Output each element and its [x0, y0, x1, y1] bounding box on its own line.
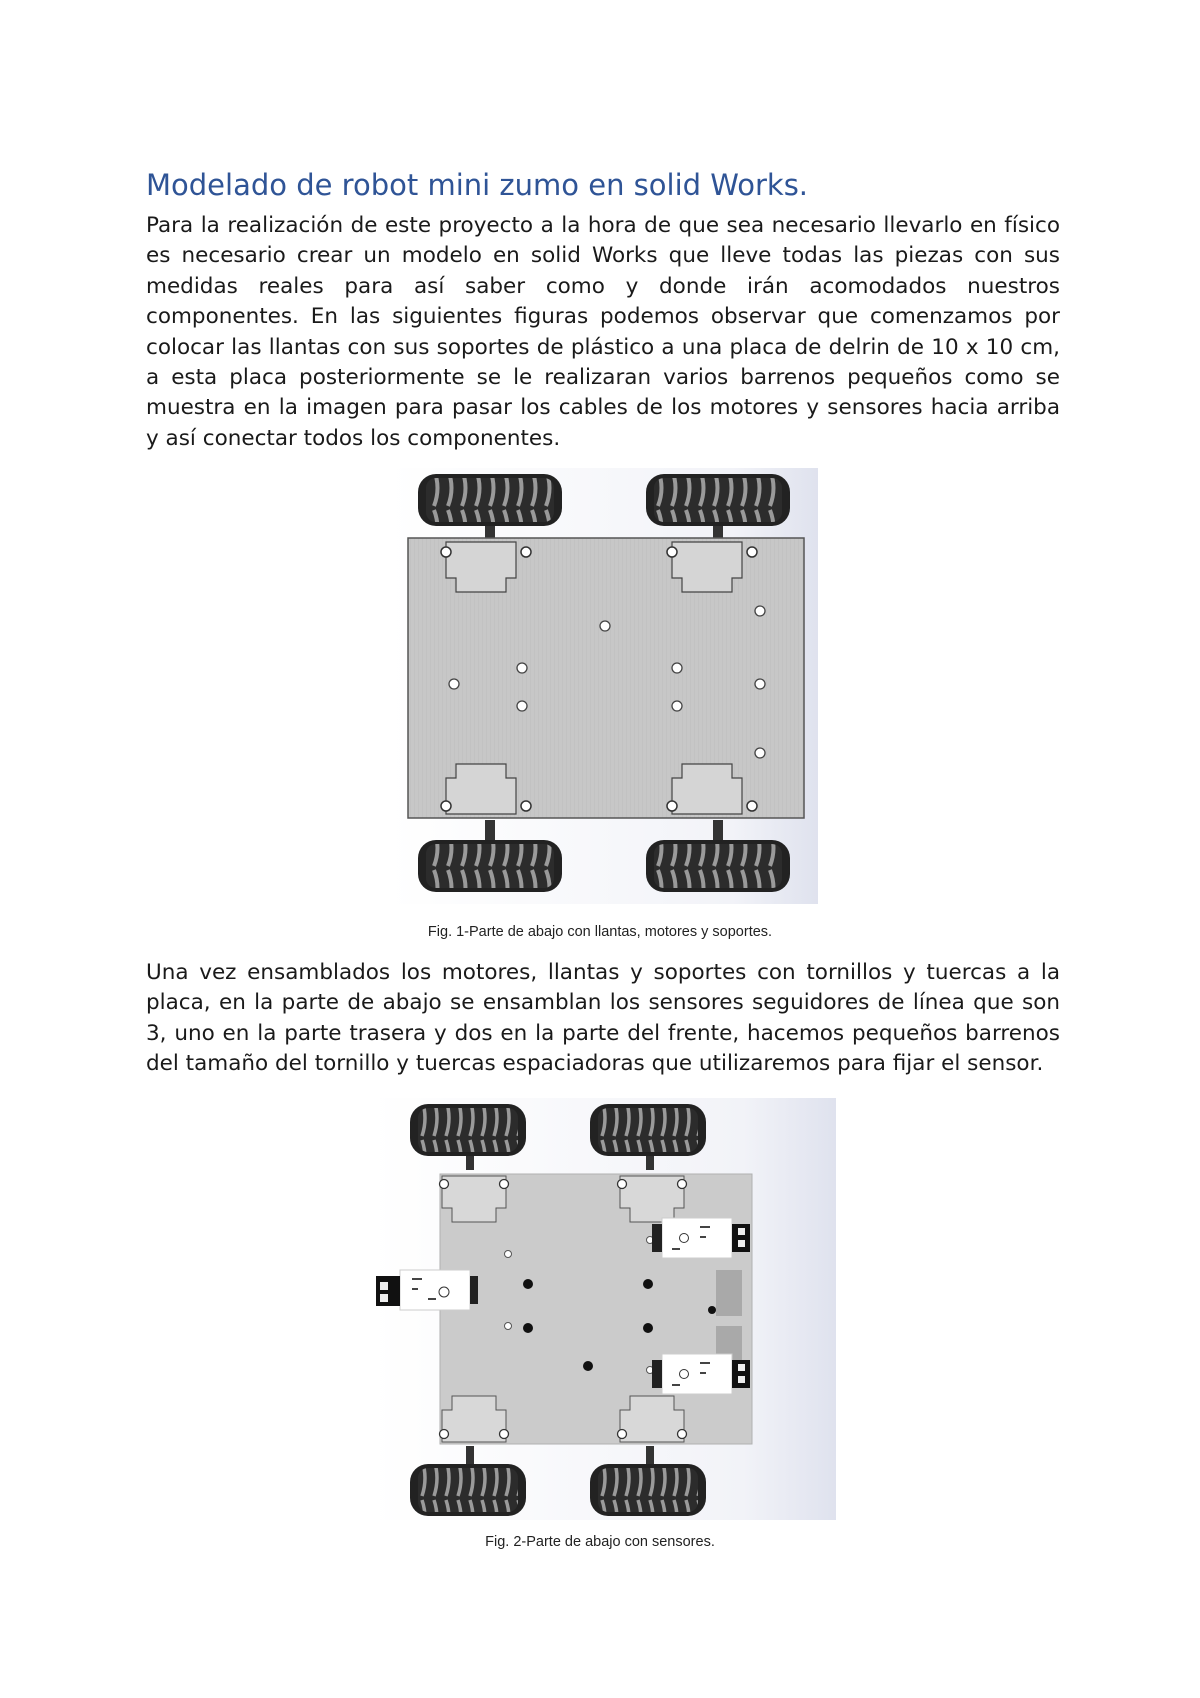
tire-rear-left-icon: [418, 840, 562, 892]
line-sensor-front-left-icon: [652, 1354, 750, 1394]
paragraph-sensors: Una vez ensamblados los motores, llantas y soportes con tornillos y tuercas a la placa, en la parte de abajo se ensamblan los sensores seguidores de línea que son 3, uno en la parte trasera y dos en la parte del frente, hacemos pequeños barrenos del tamaño del tornillo y tuercas espaciadoras que utilizaremos para fijar el sensor.: [146, 960, 1060, 1077]
figure-1-robot-bottom: [390, 468, 818, 904]
tire-rear-right-icon: [646, 840, 790, 892]
document-title: Modelado de robot mini zumo en solid Works.: [146, 168, 809, 202]
paragraph-intro: Para la realización de este proyecto a la hora de que sea necesario llevarlo en físico es necesario crear un modelo en solid Works que lleve todas las piezas con sus medidas reales para así saber como y donde irán acomodados nuestros componentes. En las siguientes figuras podemos observar que comenzamos por colocar las llantas con sus soportes de plástico a una placa de delrin de 10 x 10 cm, a esta placa posteriormente se le realizaran varios barrenos pequeños como se muestra en la imagen para pasar los cables de los motores y sensores hacia arriba y así conectar todos los componentes.: [146, 213, 1060, 451]
figure-2-robot-sensors: [372, 1098, 836, 1520]
tire-front-left-icon: [418, 474, 562, 526]
tire-front-right-icon: [590, 1104, 706, 1156]
tire-front-right-icon: [646, 474, 790, 526]
tire-front-left-icon: [410, 1104, 526, 1156]
tire-rear-right-icon: [590, 1464, 706, 1516]
line-sensor-front-right-icon: [652, 1218, 750, 1258]
robot-bottom-illustration: [390, 468, 818, 904]
figure-2-caption: Fig. 2-Parte de abajo con sensores.: [485, 1534, 715, 1550]
line-sensor-rear-icon: [376, 1270, 478, 1310]
robot-sensors-illustration: [372, 1098, 836, 1520]
figure-1-caption: Fig. 1-Parte de abajo con llantas, motores y soportes.: [427, 924, 773, 940]
tire-rear-left-icon: [410, 1464, 526, 1516]
